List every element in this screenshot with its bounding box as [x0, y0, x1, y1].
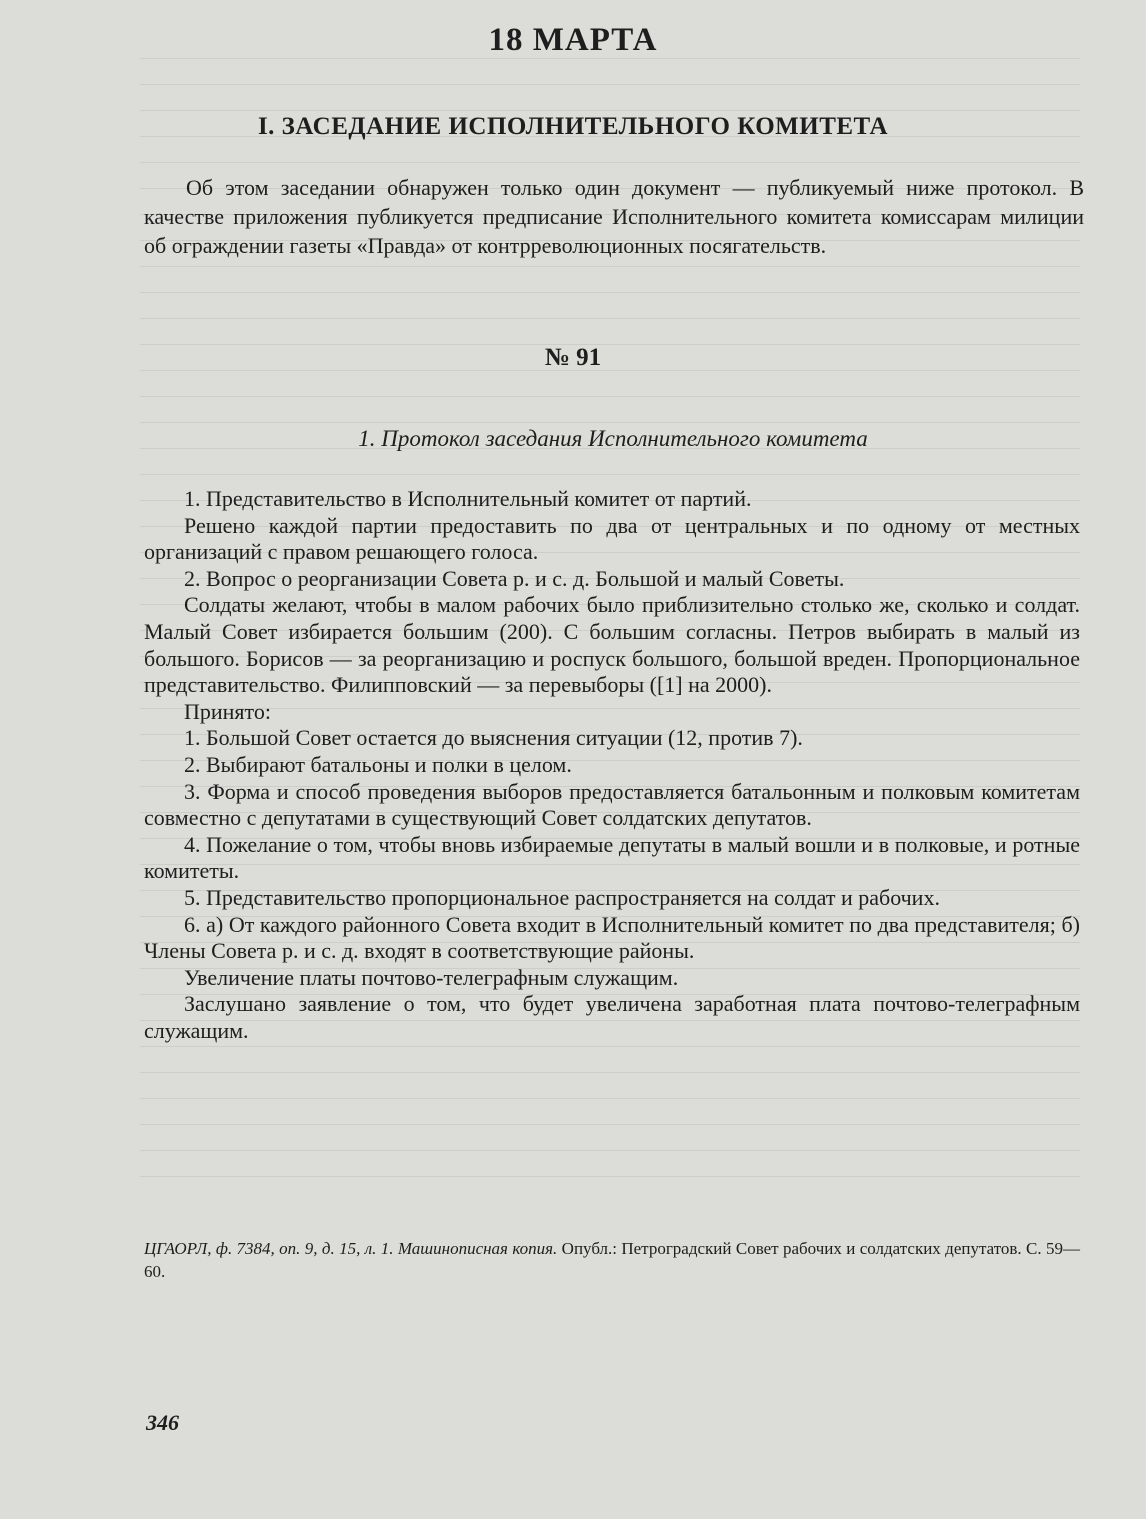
- paragraph: 1. Представительство в Исполнительный комитет от партий.: [184, 486, 752, 511]
- archive-reference: ЦГАОРЛ, ф. 7384, оп. 9, д. 15, л. 1. Машинописная копия.: [144, 1239, 558, 1258]
- paragraph: 3. Форма и способ проведения выборов предоставляется батальонным и полковым комитетам совместно с депутатами в существующий Совет солдатских депутатов.: [144, 778, 1080, 831]
- paragraph: Солдаты желают, чтобы в малом рабочих было приблизительно столько же, сколько и солдат. Малый Совет избирается большим (200). С большим согласны. Петров выбирать в малый из большого. Борисов — за реорганизацию и роспуск большого, большой вреден. Пропорциональное представительство. Филипповский — за перевыборы ([1] на 2000).: [144, 592, 1080, 698]
- paragraph: 5. Представительство пропорциональное распространяется на солдат и рабочих.: [184, 884, 940, 910]
- paragraph: 2. Выбирают батальоны и полки в целом.: [184, 751, 572, 777]
- document-number: № 91: [544, 344, 602, 371]
- protocol-title: 1. Протокол заседания Исполнительного комитета: [358, 426, 868, 451]
- intro-paragraph: Об этом заседании обнаружен только один документ — публикуемый ниже протокол. В качестве приложения публикуется предписание Исполнительного комитета комиссарам милиции об ограждении газеты «Правда» от контрреволюционных посягательств.: [144, 175, 1084, 258]
- page-number: 346: [146, 1410, 179, 1435]
- paragraph: 1. Большой Совет остается до выяснения ситуации (12, против 7).: [184, 725, 803, 751]
- paragraph: 4. Пожелание о том, чтобы вновь избираемые депутаты в малый вошли и в полковые, и ротные комитеты.: [144, 831, 1080, 884]
- paragraph: Принято:: [184, 698, 271, 724]
- section-title: I. ЗАСЕДАНИЕ ИСПОЛНИТЕЛЬНОГО КОМИТЕТА: [257, 113, 889, 140]
- protocol-body: [144, 486, 1080, 1044]
- date-heading: 18 МАРТА: [488, 22, 658, 58]
- publication-reference: Опубл.: Петроградский Совет рабочих и солдатских депутатов. С. 59—60.: [144, 1239, 1081, 1281]
- paragraph: Увеличение платы почтово-телеграфным служащим.: [184, 964, 679, 990]
- paragraph: 6. а) От каждого районного Совета входит в Исполнительный комитет по два представителя; б) Члены Совета р. и с. д. входят в соответствующие районы.: [144, 911, 1080, 964]
- paragraph: Решено каждой партии предоставить по два от центральных и по одному от местных организаций с правом решающего голоса.: [144, 512, 1080, 565]
- source-citation: [144, 1237, 1080, 1283]
- paragraph: 2. Вопрос о реорганизации Совета р. и с. д. Большой и малый Советы.: [184, 565, 845, 591]
- paragraph: Заслушано заявление о том, что будет увеличена заработная плата почтово-телеграфным служащим.: [144, 991, 1080, 1043]
